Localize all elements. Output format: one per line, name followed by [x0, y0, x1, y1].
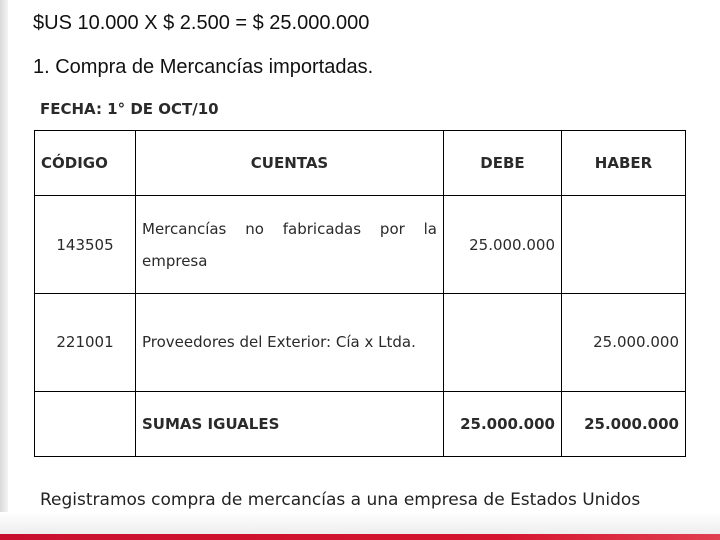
- totals-debe: 25.000.000: [444, 391, 562, 456]
- entry-date: FECHA: 1° DE OCT/10: [40, 100, 219, 118]
- header-codigo: CÓDIGO: [35, 131, 136, 196]
- totals-haber: 25.000.000: [562, 391, 686, 456]
- row-debe: [444, 293, 562, 391]
- totals-row: [35, 391, 686, 456]
- header-cuentas: CUENTAS: [136, 131, 444, 196]
- row-account: Mercancías no fabricadas por la empresa: [136, 196, 444, 294]
- totals-empty-cell: [35, 391, 136, 456]
- journal-entry-table: [34, 130, 686, 457]
- row-code: 143505: [35, 196, 136, 294]
- bottom-red-stripe: [0, 534, 720, 540]
- table-row: [35, 196, 686, 294]
- table-row: [35, 293, 686, 391]
- row-code: 221001: [35, 293, 136, 391]
- header-haber: HABER: [562, 131, 686, 196]
- totals-label: SUMAS IGUALES: [136, 391, 444, 456]
- bottom-decorative-bar: [0, 512, 720, 540]
- table-header-row: [35, 131, 686, 196]
- conversion-formula: $US 10.000 X $ 2.500 = $ 25.000.000: [33, 12, 370, 34]
- transaction-title: 1. Compra de Mercancías importadas.: [33, 56, 374, 78]
- row-haber: [562, 196, 686, 294]
- row-account: Proveedores del Exterior: Cía x Ltda.: [136, 293, 444, 391]
- left-edge-strip: [0, 0, 8, 540]
- footer-note: Registramos compra de mercancías a una empresa de Estados Unidos: [40, 490, 641, 510]
- row-debe: 25.000.000: [444, 196, 562, 294]
- row-haber: 25.000.000: [562, 293, 686, 391]
- header-debe: DEBE: [444, 131, 562, 196]
